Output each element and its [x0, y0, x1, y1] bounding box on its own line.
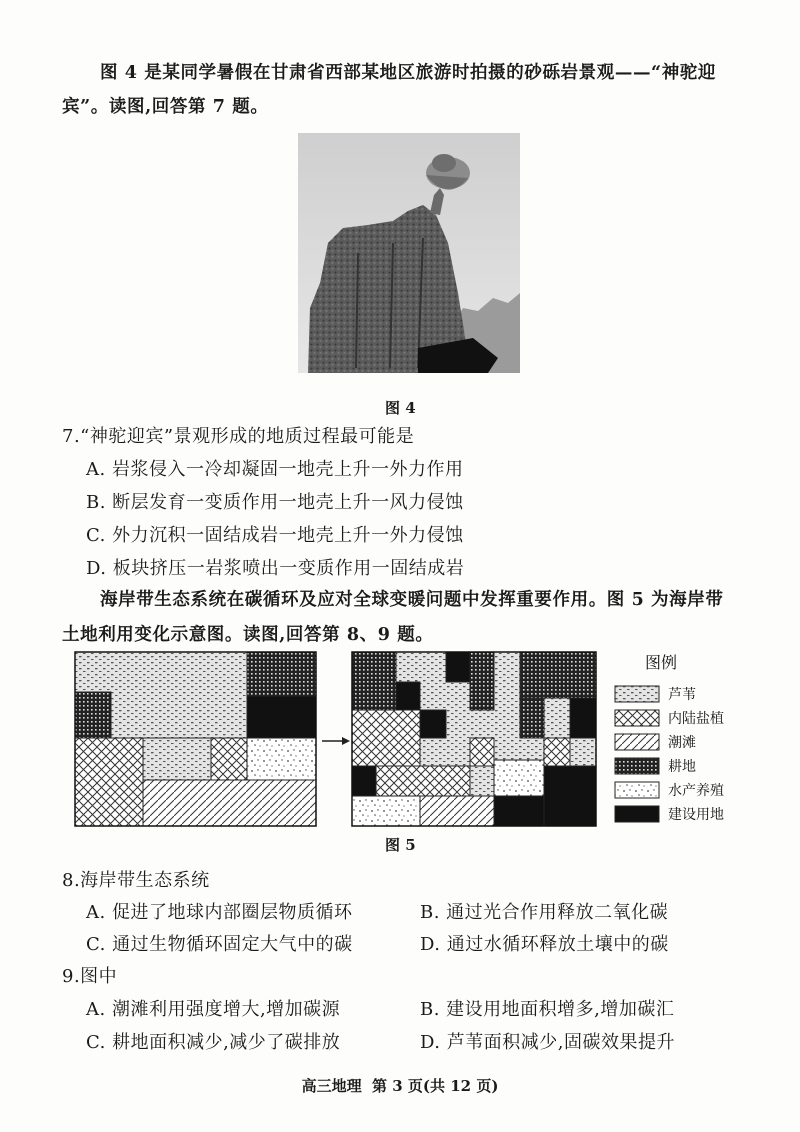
page-footer: 高三地理 第 3 页(共 12 页): [301, 1077, 499, 1095]
legend-item-reed: [615, 686, 696, 703]
arrow-icon: [322, 737, 350, 745]
legend-item-tidal: [615, 734, 696, 751]
q9-stem: 9.图中: [62, 966, 118, 987]
q7-stem: 7.“神驼迎宾”景观形成的地质过程最可能是: [62, 426, 415, 447]
legend-item-aqua: [615, 782, 724, 799]
svg-text:耕地: 耕地: [668, 759, 696, 775]
map-before: [75, 652, 316, 826]
svg-text:建设用地: 建设用地: [668, 807, 724, 823]
legend: [615, 653, 724, 823]
q8-option-d: D. 通过水循环释放土壤中的碳: [420, 934, 669, 955]
map-after: [352, 652, 596, 826]
q7-option-d: D. 板块挤压一岩浆喷出一变质作用一固结成岩: [86, 558, 465, 579]
q7-option-b: B. 断层发育一变质作用一地壳上升一风力侵蚀: [86, 492, 464, 513]
q8-option-a: A. 促进了地球内部圈层物质循环: [86, 902, 353, 923]
q9-option-b: B. 建设用地面积增多,增加碳汇: [420, 999, 675, 1020]
intro2-line-1: 海岸带生态系统在碳循环及应对全球变暖问题中发挥重要作用。图 5 为海岸带: [100, 590, 724, 610]
q8-option-c: C. 通过生物循环固定大气中的碳: [86, 934, 353, 955]
q9-option-c: C. 耕地面积减少,减少了碳排放: [86, 1032, 341, 1053]
intro-line-1: 图 4 是某同学暑假在甘肃省西部某地区旅游时拍摄的砂砾岩景观——“神驼迎: [100, 63, 717, 83]
legend-title: 图例: [645, 653, 678, 672]
figure-5-caption: 图 5: [385, 836, 416, 854]
q7-option-a: A. 岩浆侵入一冷却凝固一地壳上升一外力作用: [86, 459, 464, 480]
figure-5-diagram: [70, 648, 770, 830]
legend-item-build: [615, 806, 724, 823]
intro2-line-2: 土地利用变化示意图。读图,回答第 8、9 题。: [62, 625, 434, 645]
svg-text:潮滩: 潮滩: [668, 735, 696, 751]
q9-option-a: A. 潮滩利用强度增大,增加碳源: [86, 999, 341, 1020]
q8-stem: 8.海岸带生态系统: [62, 870, 210, 891]
svg-text:水产养殖: 水产养殖: [668, 783, 724, 799]
legend-item-salt: [615, 710, 724, 727]
q8-option-b: B. 通过光合作用释放二氧化碳: [420, 902, 669, 923]
figure-4-caption: 图 4: [385, 399, 416, 417]
q9-option-d: D. 芦苇面积减少,固碳效果提升: [420, 1032, 675, 1053]
figure-4-photo: [298, 133, 520, 373]
intro-line-2: 宾”。读图,回答第 7 题。: [62, 97, 269, 117]
legend-item-farm: [615, 758, 696, 775]
svg-text:芦苇: 芦苇: [668, 687, 696, 703]
q7-option-c: C. 外力沉积一固结成岩一地壳上升一外力侵蚀: [86, 525, 464, 546]
svg-text:内陆盐植: 内陆盐植: [668, 711, 724, 727]
